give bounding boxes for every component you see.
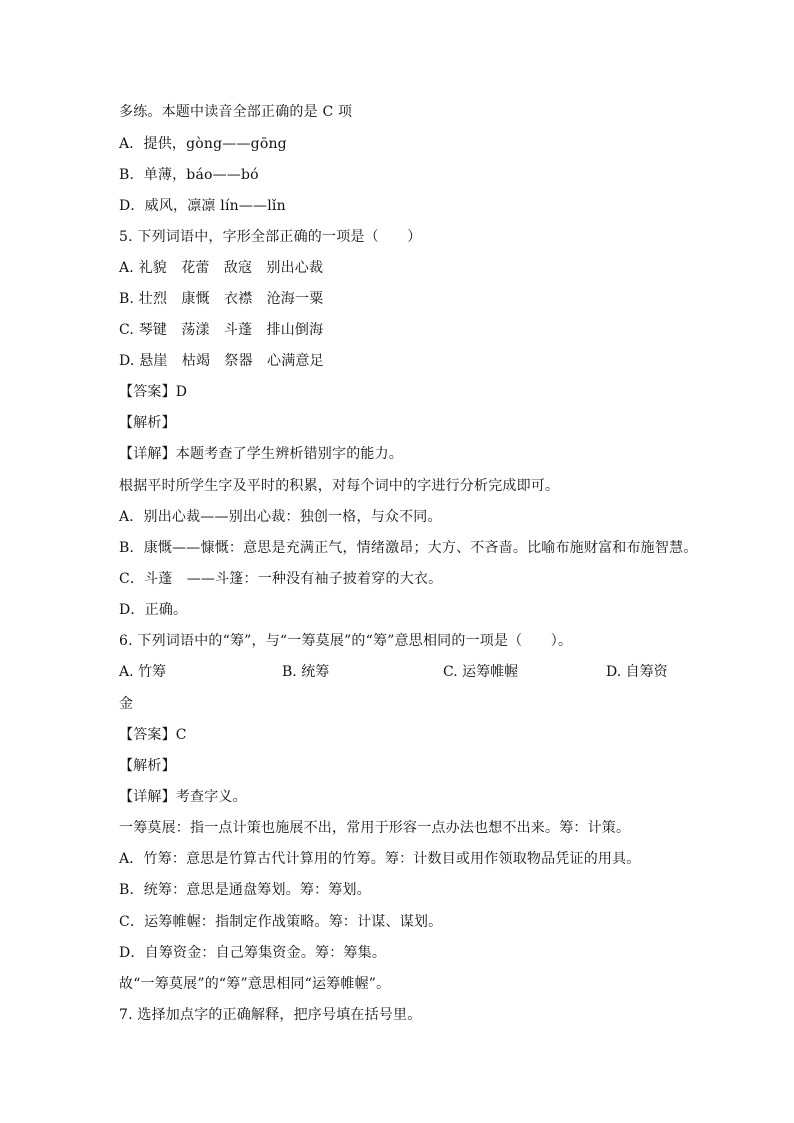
text-line: 故“一筹莫展”的“筹”意思相同“运筹帷幄”。 xyxy=(119,976,391,992)
text-line: B．康慨——慷慨：意思是充满正气，情绪激昂；大方、不吝啬。比喻布施财富和布施智慧。 xyxy=(119,540,698,556)
text-line: A．竹筹：意思是竹算古代计算用的竹筹。筹：计数目或用作领取物品凭证的用具。 xyxy=(119,851,641,867)
question-6-stem: 6. 下列词语中的“筹”，与“一筹莫展”的“筹”意思相同的一项是（ ）。 xyxy=(119,633,573,649)
text-line: A．提供，gòng——gōng xyxy=(119,136,287,152)
text-line: B．统筹：意思是通盘筹划。筹：筹划。 xyxy=(119,882,371,898)
question-7-stem: 7. 选择加点字的正确解释，把序号填在括号里。 xyxy=(119,1007,422,1023)
text-line: A．别出心裁——别出心裁：独创一格，与众不同。 xyxy=(119,509,442,525)
analysis-label: 【解析】 xyxy=(119,758,176,774)
text-line: B．单薄，báo——bó xyxy=(119,167,259,183)
text-line: C．斗蓬 ——斗篷：一种没有袖子披着穿的大衣。 xyxy=(119,571,443,587)
question-5-option-c: C. 琴键 荡漾 斗蓬 排山倒海 xyxy=(119,322,324,338)
detail-label: 【详解】考查字义。 xyxy=(119,789,247,805)
question-5-stem: 5. 下列词语中，字形全部正确的一项是（ ） xyxy=(119,229,422,245)
answer-label: 【答案】D xyxy=(119,384,188,400)
text-line: D．威风，凛凛 lín——lǐn xyxy=(119,198,286,214)
text-line: C．运筹帷幄：指制定作战策略。筹：计谋、谋划。 xyxy=(119,914,443,930)
question-6-option-b: B. 统筹 xyxy=(282,664,330,680)
question-6-option-a: A. 竹筹 xyxy=(119,664,167,680)
question-5-option-a: A. 礼貌 花蕾 敌寇 别出心裁 xyxy=(119,260,324,276)
text-line: 金 xyxy=(119,696,134,712)
text-line: D．正确。 xyxy=(119,602,188,618)
text-line: 一筹莫展：指一点计策也施展不出，常用于形容一点办法也想不出来。筹：计策。 xyxy=(119,820,631,836)
text-line: 根据平时所学生字及平时的积累，对每个词中的字进行分析完成即可。 xyxy=(119,478,560,494)
question-5-option-b: B. 壮烈 康慨 衣襟 沧海一粟 xyxy=(119,291,324,307)
text-line: 多练。本题中读音全部正确的是 C 项 xyxy=(119,104,353,120)
detail-label: 【详解】本题考查了学生辨析错别字的能力。 xyxy=(119,446,403,462)
analysis-label: 【解析】 xyxy=(119,415,176,431)
question-6-option-d: D. 自筹资 xyxy=(606,664,668,680)
answer-label: 【答案】C xyxy=(119,727,187,743)
question-6-option-c: C. 运筹帷幄 xyxy=(443,664,519,680)
question-5-option-d: D. 悬崖 枯竭 祭器 心满意足 xyxy=(119,353,324,369)
text-line: D．自筹资金：自己筹集资金。筹：筹集。 xyxy=(119,945,387,961)
